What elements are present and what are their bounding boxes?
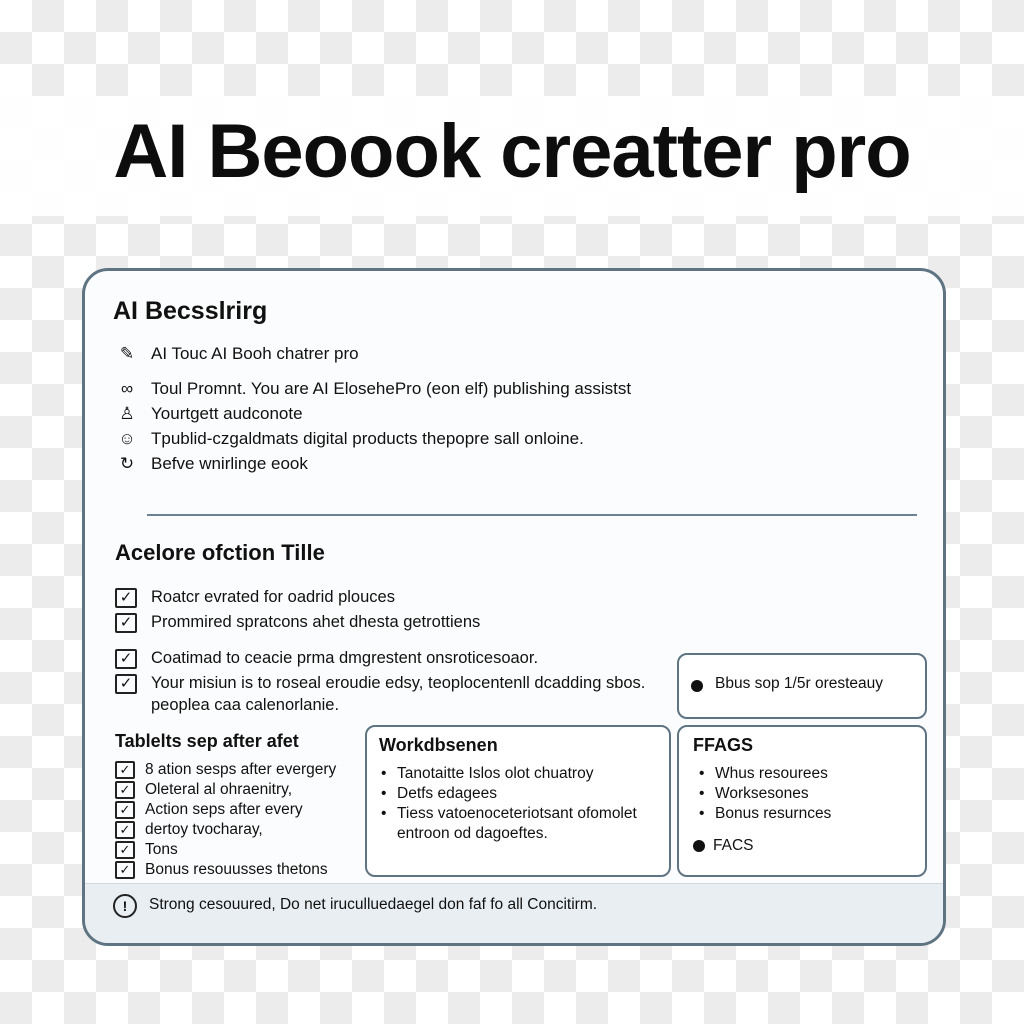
- step-text: dertoy tvocharay,: [145, 821, 263, 838]
- step-item: [115, 860, 355, 880]
- check-item: [115, 611, 675, 633]
- faq-item: • Worksesones: [697, 784, 911, 804]
- check-list: [115, 586, 675, 719]
- intro-item: [115, 428, 915, 449]
- checkbox-checked-icon[interactable]: ✓: [115, 613, 137, 633]
- checkbox-checked-icon[interactable]: ✓: [115, 841, 135, 859]
- footer-bar: [85, 883, 943, 943]
- intro-text: Toul Promnt. You are AI ElosehePro (eon elf) publishing assistst: [151, 379, 632, 398]
- panel-heading: AI Becsslrirg: [113, 297, 268, 325]
- checkbox-checked-icon[interactable]: ✓: [115, 801, 135, 819]
- user-icon: ☺: [118, 429, 136, 448]
- bonus-text: Bbus sop 1/5r oresteauy: [715, 675, 884, 692]
- steps-list: [115, 760, 355, 880]
- step-item: [115, 840, 355, 860]
- checkbox-checked-icon[interactable]: ✓: [115, 821, 135, 839]
- tool-icon: ✎: [119, 344, 135, 363]
- workbook-item: • Detfs edagees: [379, 784, 657, 804]
- refresh-icon: ↻: [119, 454, 135, 473]
- intro-list: [115, 343, 915, 478]
- workbook-box[interactable]: [365, 725, 671, 877]
- faq-tag: FACS: [693, 837, 753, 855]
- footer-text: Strong cesouured, Do net iruculluedaegel don faf fo all Concitirm.: [149, 896, 598, 913]
- steps-title: Tablelts sep after afet: [115, 731, 299, 751]
- content-panel: [82, 268, 946, 946]
- step-item: [115, 820, 355, 840]
- intro-item: [115, 453, 915, 474]
- faq-item: • Whus resourees: [697, 764, 911, 784]
- workbook-list: [379, 764, 657, 844]
- checkbox-checked-icon[interactable]: ✓: [115, 588, 137, 608]
- check-text: Prommired spratcons ahet dhesta getrottiens: [151, 613, 481, 631]
- checkbox-checked-icon[interactable]: ✓: [115, 761, 135, 779]
- check-text: Roatcr evrated for oadrid plouces: [151, 588, 395, 606]
- divider: [147, 514, 917, 516]
- faq-title: FFAGS: [693, 735, 754, 755]
- step-item: [115, 760, 355, 780]
- intro-item: [115, 378, 915, 399]
- check-item: [115, 672, 675, 716]
- checkbox-checked-icon[interactable]: ✓: [115, 781, 135, 799]
- check-item: [115, 586, 675, 608]
- step-text: Tons: [145, 841, 178, 858]
- bullet-dot-icon: [691, 680, 703, 692]
- link-icon: ∞: [120, 379, 134, 398]
- person-icon: ♙: [119, 404, 135, 423]
- workbook-item: • Tiess vatoenoceteriotsant ofomolet entroon od dagoeftes.: [379, 804, 657, 844]
- intro-text: Tpublid-czgaldmats digital prоducts thepopre sall onloine.: [151, 429, 584, 448]
- steps-column: [115, 731, 355, 880]
- intro-text: Yourtgett audconote: [151, 404, 303, 423]
- intro-text: AI Touc AI Booh chatrer pro: [151, 344, 359, 363]
- intro-item: [115, 403, 915, 424]
- step-text: 8 ation sesps after evergery: [145, 761, 337, 778]
- step-text: Bonus resouusses thetons: [145, 861, 328, 878]
- page-title: AI Beoook creatter pro: [113, 109, 911, 194]
- faq-item: • Bonus resurnces: [697, 804, 911, 824]
- workbook-title: Workdbsenen: [379, 735, 498, 755]
- check-text: Your misiun is to roseal eroudie edsy, teoplocentenll dcadding sbos. peoplea caa calenorlanie.: [151, 674, 646, 714]
- faq-box[interactable]: [677, 725, 927, 877]
- step-item: [115, 780, 355, 800]
- step-item: [115, 800, 355, 820]
- section-title: Acelore ofction Tille: [115, 540, 325, 565]
- intro-item: [115, 343, 915, 364]
- checkbox-checked-icon[interactable]: ✓: [115, 649, 137, 669]
- step-text: Oleteral al ohraenitry,: [145, 781, 293, 798]
- check-text: Coatimad to ceacie prma dmgrestent onsroticesoaor.: [151, 649, 539, 667]
- checkbox-checked-icon[interactable]: ✓: [115, 861, 135, 879]
- check-item: [115, 647, 675, 669]
- workbook-item: • Tanotaitte Islos olot chuatroy: [379, 764, 657, 784]
- info-icon: !: [113, 894, 137, 918]
- bonus-box[interactable]: [677, 653, 927, 719]
- checkbox-checked-icon[interactable]: ✓: [115, 674, 137, 694]
- faq-list: [693, 764, 911, 824]
- step-text: Action seps after every: [145, 801, 303, 818]
- intro-text: Befve wnirlinge eook: [151, 454, 308, 473]
